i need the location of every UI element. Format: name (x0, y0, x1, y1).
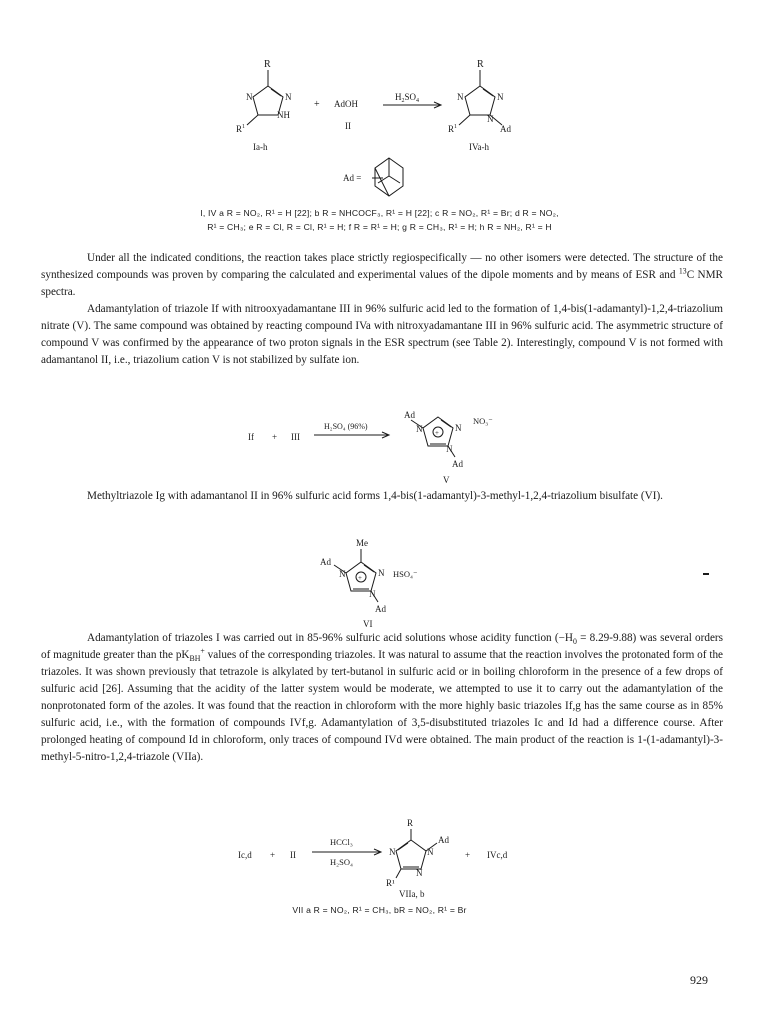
paragraph-2: Adamantylation of triazole If with nitrooxyadamantane III in 96% sulfuric acid led to the formation of 1,4-bis(1-adamantyl)-1,2,4-triazolium nitrate (V). The same compound was obtained by reacting compound IVa with nitroxyadamantane III in 96% sulfuric acid. The asymmetric structure of compound V was confirmed by the appearance of two proton signals in the ESR spectrum (see Table 2). Interestingly, compound V is not formed with adamantanol II, i.e., triazolium cation V is not stabilized by sulfate ion. (41, 303, 723, 366)
positive-charge: + (435, 429, 439, 437)
plus-sign: + (314, 99, 320, 110)
reaction-arrow-1 (383, 102, 441, 108)
n-2: N (378, 568, 385, 578)
ad-right: Ad (500, 124, 511, 134)
n-2: N (455, 423, 462, 433)
r-label: R (407, 818, 414, 828)
scheme-4-legend: VII a R = NO₂, R¹ = CH₃, bR = NO₂, R¹ = Br (292, 905, 467, 915)
nitrate-anion: NO₃⁻ (473, 416, 493, 426)
n-1: N (416, 424, 423, 434)
ad-top: Ad (404, 410, 415, 420)
reagent-hccl3: HCCl₃ (330, 837, 353, 847)
r-left: R (264, 59, 271, 70)
label-v: V (443, 475, 450, 485)
paragraph-3: Methyltriazole Ig with adamantanol II in 96% sulfuric acid forms 1,4-bis(1-adamantyl)-3-methyl-1,2,4-triazolium bisulfate (VI). (87, 490, 663, 502)
methyl-label: Me (356, 538, 368, 548)
plus-sign-1: + (270, 850, 276, 860)
paragraph-4: Adamantylation of triazoles I was carried out in 85-96% sulfuric acid solutions whose acidity function $(-H_0 = 8.29-9.88)$ was several orders of magnitude greater than the $pK_{BH}^+$ values of the corresponding triazoles. It was natural to assume that the reaction involves the protonated form of the triazoles. It was shown previously that tetrazole is alkylated by tert-butanol in sulfuric acid or in boiling chloroform in the presence of a few drops of sulfuric acid [26]. Assuming that the acidity of the latter system would be moderate, we attempted to use it to carry out the adamantylation of the nonprotonated form of the azoles. It was found that the reaction in chloroform with the more highly basic triazoles If,g has the same course as in 85% sulfuric acid, i.e., with the formation of compounds IVf,g. Adamantylation of 3,5-disubstituted triazoles Ic and Id had a difference course. After prolonged heating of compound Id in chloroform, only traces of compound IVd were obtained. The main product of the reaction is 1-(1-adamantyl)-3-methyl-5-nitro-1,2,4-triazole (VIIa). (41, 632, 724, 763)
reactant-icd: Ic,d (238, 850, 252, 860)
reactant-ii: II (290, 850, 296, 860)
n-1: N (389, 847, 396, 857)
scheme-3 (0, 530, 759, 630)
label-ia-h: Ia-h (253, 142, 268, 152)
n-left-top: N (246, 92, 253, 102)
scheme-4 (0, 810, 759, 910)
nh-label: NH (277, 110, 290, 120)
n-right-right: N (497, 92, 504, 102)
r1-label: R¹ (386, 878, 395, 888)
ad-bottom: Ad (375, 604, 386, 614)
n-1: N (339, 569, 346, 579)
ad-label: Ad (438, 835, 449, 845)
label-vi: VI (363, 619, 373, 629)
ad-definition: Ad = (343, 173, 362, 183)
reaction-arrow-4 (312, 849, 381, 855)
n-left-right: N (285, 92, 292, 102)
ad-bottom: Ad (452, 459, 463, 469)
n-2: N (427, 847, 434, 857)
bisulfate-anion: HSO₄⁻ (393, 569, 418, 579)
r1-left: $R^1$ (236, 124, 246, 134)
paragraph-1: Under all the indicated conditions, the reaction takes place strictly regiospecifically — no other isomers were detected. The structure of the synthesized compounds was proven by comparing the calculated and experimental values of the dipole moments and by means of ESR and $^{13}$C NMR spectra. (41, 252, 723, 298)
scheme-1-legend-line-1: I, IV a R = NO₂, R¹ = H [22]; b R = NHCOCF₃, R¹ = H [22]; c R = NO₂, R¹ = Br; d R = NO₂, (200, 208, 559, 218)
n-3: N (446, 444, 453, 454)
label-viia-b: VIIa, b (399, 889, 425, 899)
arrow-label-h2so4-96: H₂SO₄ (96%) (324, 422, 368, 431)
plus-sign-2: + (465, 850, 471, 860)
n-3: N (369, 589, 376, 599)
positive-charge: + (358, 574, 362, 582)
label-iva-h: IVa-h (469, 142, 489, 152)
scheme-1-legend-line-2: R¹ = CH₃; e R = Cl, R = Cl, R¹ = H; f R = R¹ = H; g R = CH₃, R¹ = H; h R = NH₂, R¹ = H (207, 222, 552, 232)
reagent-h2so4: H₂SO₄ (330, 857, 353, 867)
adamantane-structure-icon (372, 158, 403, 196)
n-right-top: N (457, 92, 464, 102)
r-right: R (477, 59, 484, 70)
ad-top: Ad (320, 557, 331, 567)
r1-right: $R^1$ (448, 124, 458, 134)
reaction-arrow-2 (314, 432, 389, 438)
n-3: N (416, 868, 423, 878)
arrow-label-h2so4: $H_2SO_4$ (395, 92, 420, 104)
reagent-label-ii: II (345, 121, 351, 131)
scheme-1 (0, 0, 759, 200)
stray-mark (703, 573, 709, 575)
product-ivcd: IVc,d (487, 850, 508, 860)
scheme-2 (0, 395, 759, 485)
triazole-iva-h-structure (459, 70, 502, 125)
plus-sign: + (272, 432, 278, 442)
page-number: 929 (690, 973, 708, 987)
n-right-bottom: N (487, 114, 494, 124)
reactant-iii: III (291, 432, 300, 442)
reagent-adoh: AdOH (334, 99, 358, 109)
reactant-if: If (248, 432, 254, 442)
